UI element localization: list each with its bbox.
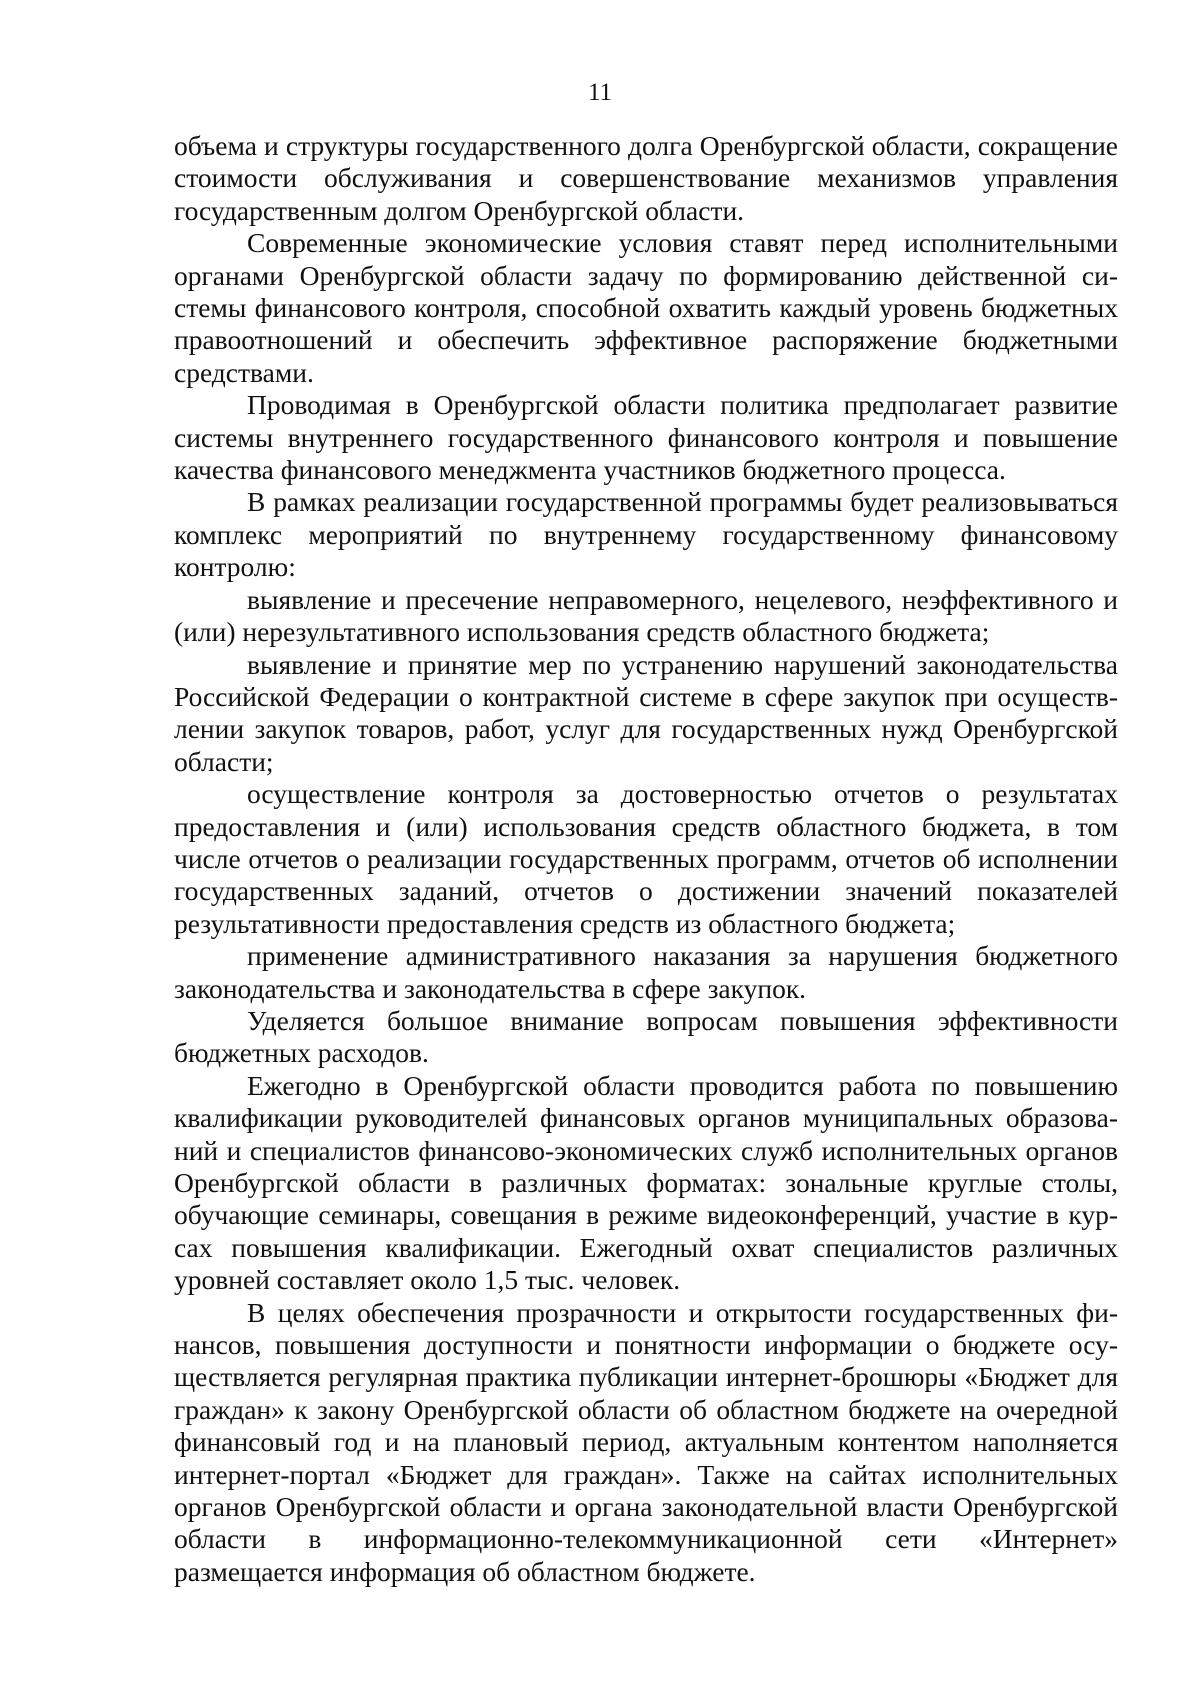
- paragraph: В рамках реализации государственной программы будет реализовываться комплекс мероприятий по внутреннему государственному финансовому контролю:: [174, 486, 1118, 583]
- paragraph-continuation: объема и структуры государственного долга Оренбургской области, сокращение стоимости обслуживания и совершенствование механизмов управления государственным долгом Оренбургской области.: [174, 130, 1118, 226]
- document-body: [174, 130, 1118, 1588]
- paragraph: Ежегодно в Оренбургской области проводится работа по повышению квалификации руководителей финансовых органов муниципальных образований и специалистов финансово-экономических служб исполнительных органов Оренбургской области в различных форматах: зональные круглые столы, обучающие семинары, совещания в режиме видеоконференций, участие в курсах повышения квалификации. Ежегодный охват специалистов различных уровней составляет около 1,5 тыс. человек.: [174, 1069, 1118, 1296]
- paragraph: Проводимая в Оренбургской области политика предполагает развитие системы внутреннего государственного финансового контроля и повышение качества финансового менеджмента участников бюджетного процесса.: [174, 389, 1118, 486]
- page-number: 11: [587, 79, 613, 106]
- paragraph: Уделяется большое внимание вопросам повышения эффективности бюджетных расходов.: [174, 1004, 1118, 1069]
- paragraph: Современные экономические условия ставят перед исполнительными органами Оренбургской области задачу по формированию действенной системы финансового контроля, способной охватить каждый уровень бюджетных правоотношений и обеспечить эффективное распоряжение бюджетными средствами.: [174, 227, 1118, 388]
- list-item: осуществление контроля за достоверностью отчетов о результатах предоставления и (или) использования средств областного бюджета, в том числе отчетов о реализации государственных программ, отчетов об исполнении государственных заданий, отчетов о достижении значений показателей результативности предоставления средств из областного бюджета;: [174, 778, 1118, 939]
- list-item: выявление и пресечение неправомерного, нецелевого, неэффективного и (или) нерезультативного использования средств областного бюджета;: [174, 583, 1118, 648]
- list-item: выявление и принятие мер по устранению нарушений законодательства Российской Федерации о контрактной системе в сфере закупок при осуществлении закупок товаров, работ, услуг для государственных нужд Оренбургской области;: [174, 648, 1118, 777]
- list-item: применение административного наказания за нарушения бюджетного законодательства и законодательства в сфере закупок.: [174, 940, 1118, 1004]
- paragraph: В целях обеспечения прозрачности и открытости государственных финансов, повышения доступности и понятности информации о бюджете осуществляется регулярная практика публикации интернет-брошюры «Бюджет для граждан» к закону Оренбургской области об областном бюджете на очередной финансовый год и на плановый период, актуальным контентом наполняется интернет-портал «Бюджет для граждан». Также на сайтах исполнительных органов Оренбургской области и органа законодательной власти Оренбургской области в информационно-телекоммуникационной сети «Интернет» размещается информация об областном бюджете.: [174, 1296, 1118, 1587]
